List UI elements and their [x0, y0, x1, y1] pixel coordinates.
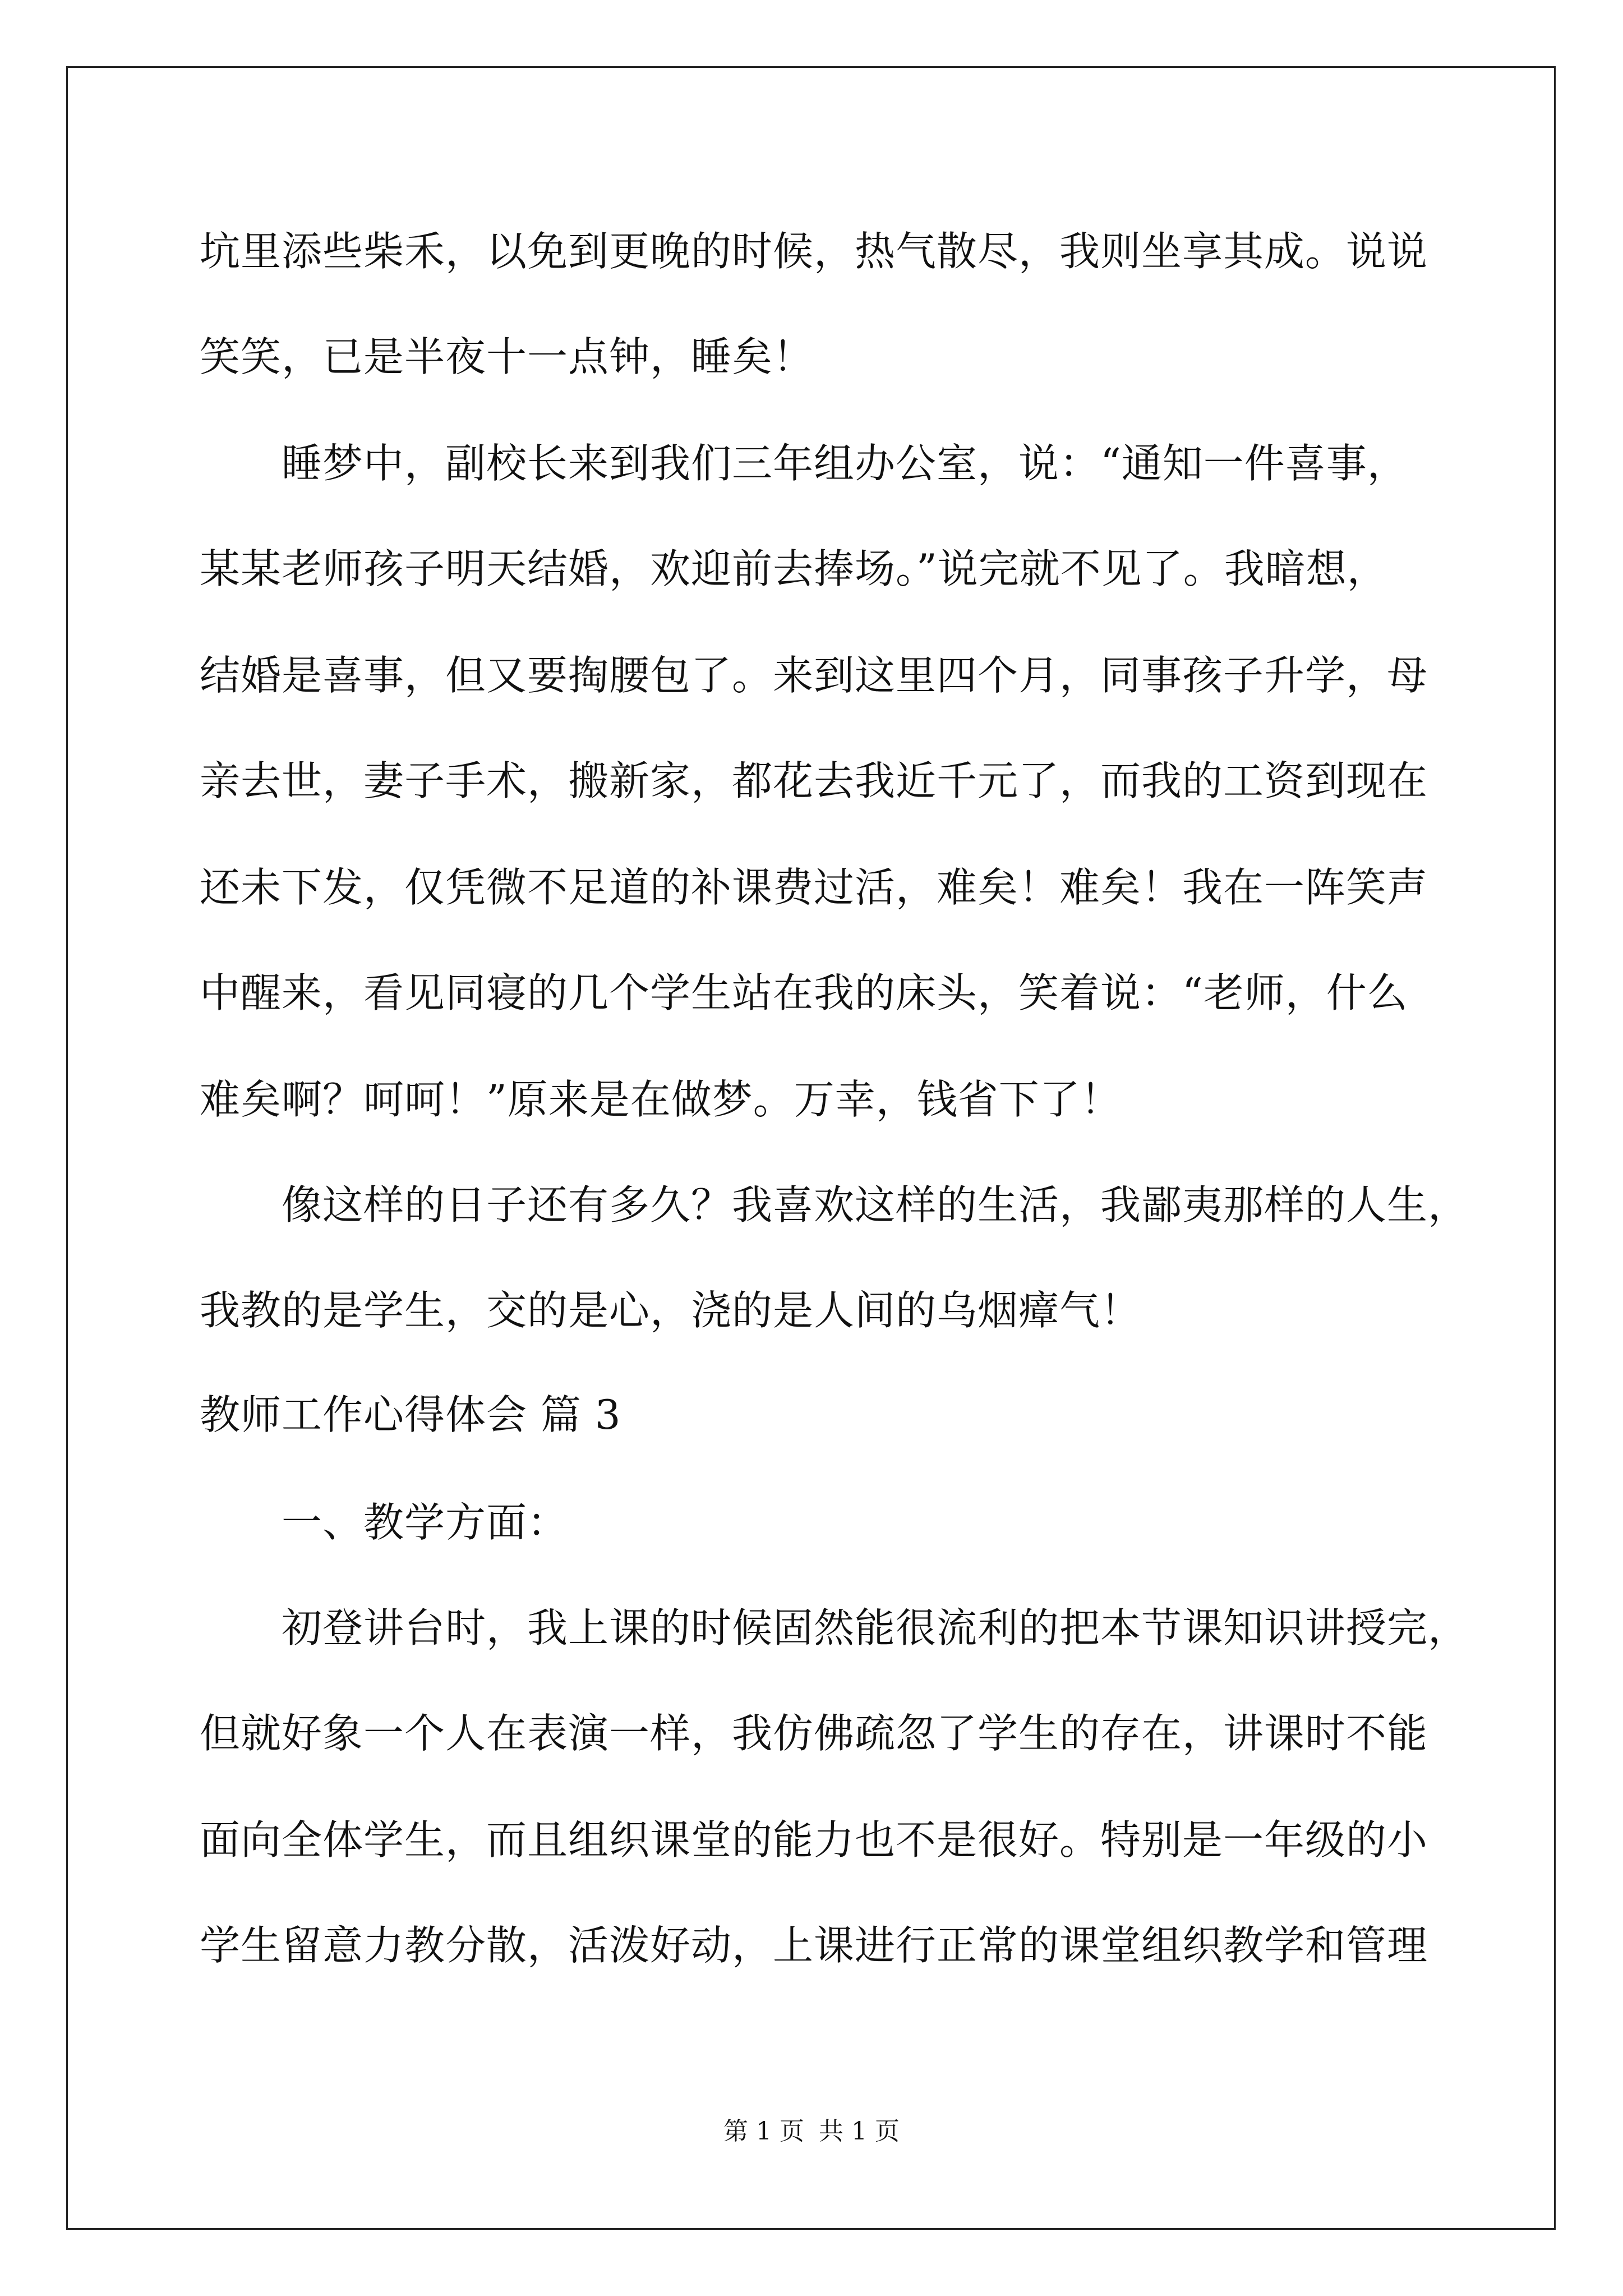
paragraph-line: 初登讲台时，我上课的时候固然能很流利的把本节课知识讲授完， [282, 1604, 1469, 1651]
paragraph-line: 但就好象一个人在表演一样，我仿佛疏忽了学生的存在，讲课时不能 [200, 1710, 1428, 1757]
paragraph-line: 还未下发，仅凭微不足道的补课费过活，难矣！难矣！我在一阵笑声 [200, 864, 1428, 911]
paragraph-line: 像这样的日子还有多久？我喜欢这样的生活，我鄙夷那样的人生， [282, 1181, 1469, 1228]
paragraph-line: 中醒来，看见同寝的几个学生站在我的床头，笑着说：“老师，什么 [200, 969, 1408, 1016]
page-number-total: 共 1 页 [819, 2117, 900, 2146]
paragraph-line: 结婚是喜事，但又要掏腰包了。来到这里四个月，同事孩子升学，母 [200, 652, 1428, 699]
page-footer [0, 2115, 1623, 2148]
section-heading: 教师工作心得体会 篇 3 [200, 1391, 621, 1438]
paragraph-line: 亲去世，妻子手术，搬新家，都花去我近千元了，而我的工资到现在 [200, 757, 1428, 804]
paragraph-line: 笑笑，已是半夜十一点钟，睡矣！ [200, 333, 814, 380]
paragraph-line: 我教的是学生，交的是心，浇的是人间的乌烟瘴气！ [200, 1287, 1142, 1334]
paragraph-line: 学生留意力教分散，活泼好动，上课进行正常的课堂组织教学和管理 [200, 1922, 1428, 1969]
paragraph-line: 某某老师孩子明天结婚，欢迎前去捧场。”说完就不见了。我暗想， [200, 545, 1388, 592]
paragraph-line: 难矣啊？呵呵！”原来是在做梦。万幸，钱省下了！ [200, 1076, 1122, 1123]
paragraph-line: 面向全体学生，而且组织课堂的能力也不是很好。特别是一年级的小 [200, 1816, 1428, 1864]
paragraph-line: 睡梦中，副校长来到我们三年组办公室，说：“通知一件喜事， [282, 440, 1408, 487]
paragraph-line: 坑里添些柴禾，以免到更晚的时候，热气散尽，我则坐享其成。说说 [200, 228, 1428, 275]
subsection-heading: 一、教学方面： [282, 1499, 569, 1546]
page-border [66, 66, 1556, 2230]
page-number-current: 第 1 页 [723, 2117, 804, 2146]
